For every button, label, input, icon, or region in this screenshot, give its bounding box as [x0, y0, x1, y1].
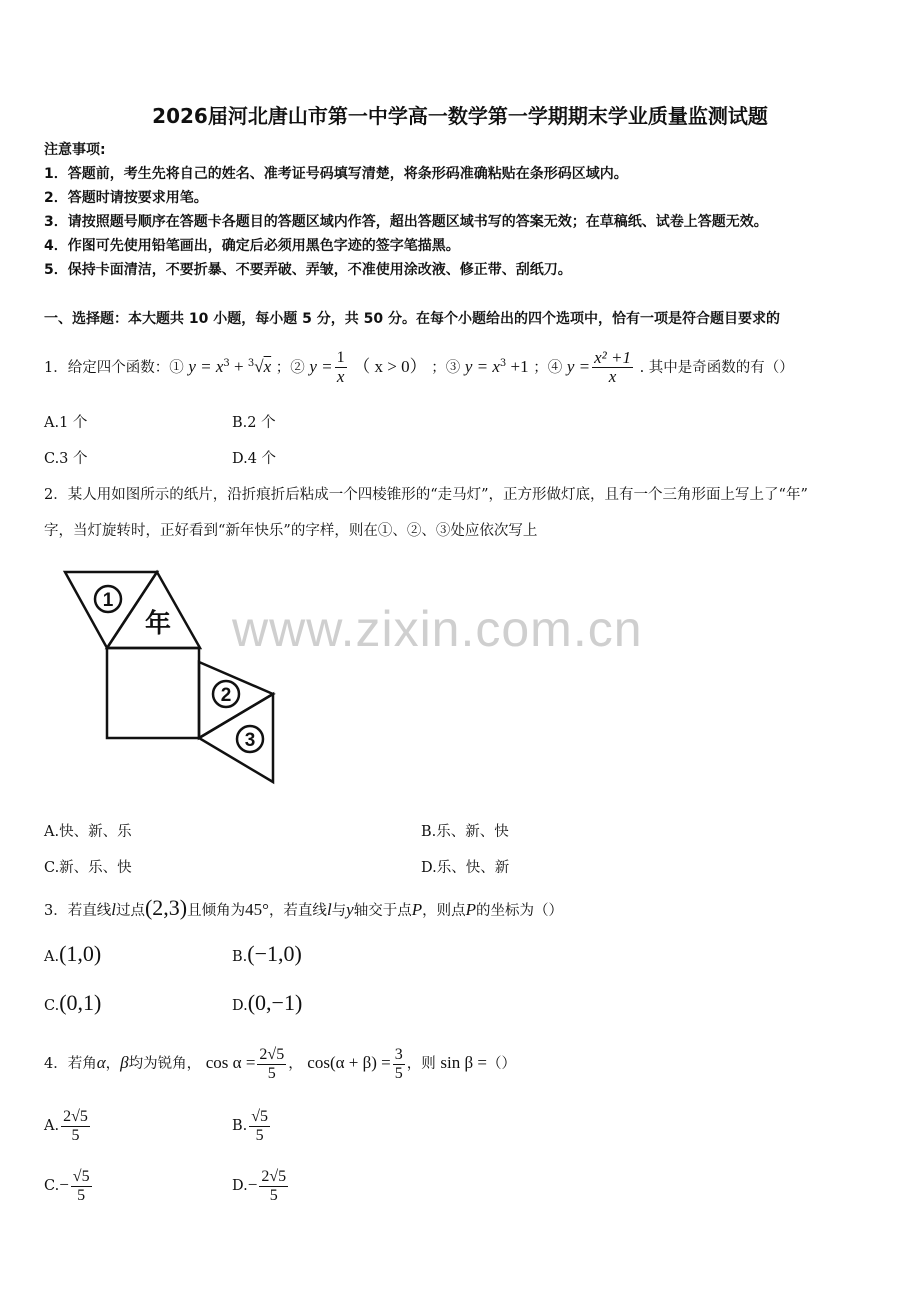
question-4: 4．若角α，β均为锐角， cos α = $\frac{2√5}{5}$ ， cos(α + β) = $\frac{3}{5}$ ，则 sin β =（） [44, 1045, 516, 1082]
q4-option-a: A. $\frac{2√5}{5}$ [44, 1107, 88, 1144]
q3-option-b: B.(−1,0) [232, 941, 302, 966]
q1-f2-fraction: $\frac{1}{x}$ [336, 349, 345, 387]
q3-option-d: D.(0,−1) [232, 990, 303, 1015]
q1-f1: y = x [188, 356, 224, 376]
q4-option-d: D.− $\frac{2√5}{5}$ [232, 1167, 287, 1204]
q1-f3: y = x [464, 356, 500, 376]
q1-option-d: D.4 个 [232, 451, 277, 467]
q3-option-a: A.(1,0) [44, 941, 102, 966]
svg-text:1: 1 [102, 590, 114, 611]
q2-option-c: C.新、乐、快 [44, 860, 132, 876]
q2-stem-line2: 字，当灯旋转时，正好看到“新年快乐”的字样，则在①、②、③处应依次写上 [44, 523, 538, 539]
notice-item: 3．请按照题号顺序在答题卡各题目的答题区域内作答，超出答题区域书写的答案无效；在草稿纸、试卷上答题无效。 [44, 214, 768, 230]
figure-nian-label: 年 [144, 609, 172, 639]
question-3: 3．若直线l过点(2,3)且倾角为45°，若直线l与y轴交于点P，则点P的坐标为（） [44, 895, 563, 920]
notice-item: 4．作图可先使用铅笔画出，确定后必须用黑色字迹的签字笔描黑。 [44, 238, 460, 254]
q1-option-a: A.1 个 [44, 415, 88, 431]
svg-text:2: 2 [220, 685, 232, 706]
svg-text:3: 3 [244, 730, 256, 751]
q4-fraction-2: $\frac{3}{5}$ [394, 1045, 403, 1082]
page-title: 2026届河北唐山市第一中学高一数学第一学期期末学业质量监测试题 [152, 104, 768, 128]
q2-option-d: D.乐、快、新 [421, 860, 510, 876]
q3-option-c: C.(0,1) [44, 990, 102, 1015]
q4-fraction-1: $\frac{2√5}{5}$ [259, 1045, 285, 1082]
q1-f4: y = [566, 356, 591, 376]
q2-stem-line1: 2．某人用如图所示的纸片，沿折痕折后粘成一个四棱锥形的“走马灯”，正方形做灯底，且有一个三角形面上写上了“年” [44, 487, 808, 503]
question-1: 1．给定四个函数：① $y = x^3 + ^3√x$ ；② y = $\frac{1}{x}$ （ x > 0） ；③ $y = x^3 +1$ ；④ y = $\frac{\text{x² +1}}{x}$ . 其中是奇函数的有（） [44, 348, 794, 387]
notice-item: 2．答题时请按要求用笔。 [44, 190, 208, 206]
q4-option-b: B. $\frac{√5}{5}$ [232, 1107, 269, 1144]
watermark: www.zixin.com.cn [232, 601, 643, 657]
notice-item: 5．保持卡面清洁，不要折暴、不要弄破、弄皱，不准使用涂改液、修正带、刮纸刀。 [44, 262, 572, 278]
q1-prefix: 1．给定四个函数：① [44, 359, 184, 376]
q2-option-a: A.快、新、乐 [44, 824, 132, 840]
square-base [107, 648, 199, 738]
notice-item: 1．答题前，考生先将自己的姓名、准考证号码填写清楚，将条形码准确粘贴在条形码区域内。 [44, 166, 628, 182]
q1-option-c: C.3 个 [44, 451, 88, 467]
q1-f4-fraction: $\frac{\text{x² +1}}{x}$ [594, 348, 631, 387]
q4-option-c: C.− $\frac{√5}{5}$ [44, 1167, 90, 1204]
q1-option-b: B.2 个 [232, 415, 276, 431]
q1-f2: y = [309, 356, 333, 376]
q2-option-b: B.乐、新、快 [421, 824, 509, 840]
notice-heading: 注意事项: [44, 142, 106, 158]
section-heading: 一、选择题：本大题共 10 小题，每小题 5 分，共 50 分。在每个小题给出的四个选项中，恰有一项是符合题目要求的 [44, 311, 780, 327]
